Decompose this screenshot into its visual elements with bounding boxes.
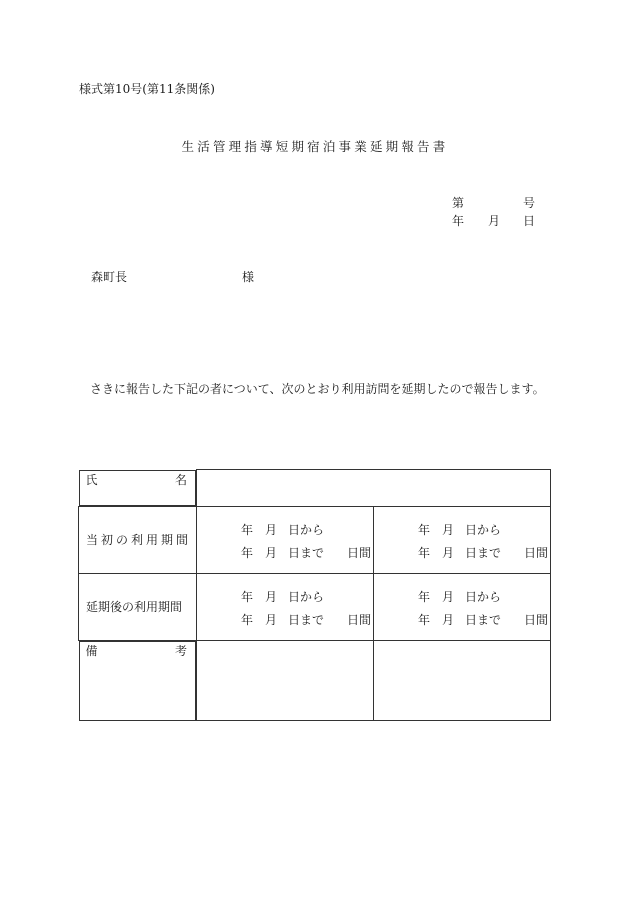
doc-number-label: 第 — [452, 196, 465, 210]
remarks-label-cell — [79, 641, 197, 721]
initial-2-end-day: 日まで — [465, 545, 502, 560]
body-text: さきに報告した下記の者について、次のとおり利用訪問を延期したので報告します。 — [90, 382, 545, 396]
addressee: 森町長 — [91, 270, 128, 284]
extended-1-start-year: 年 — [241, 589, 254, 604]
initial-2-start-day: 日から — [465, 522, 502, 537]
remarks-label-left: 備 — [85, 643, 98, 658]
extended-1-days: 日間 — [347, 612, 372, 627]
initial-period-label: 当初の利用期間 — [79, 506, 197, 573]
initial-1-end-year: 年 — [241, 545, 254, 560]
name-field[interactable] — [197, 470, 551, 507]
remarks-field-2[interactable] — [374, 640, 551, 721]
date-day-label: 日 — [523, 214, 536, 228]
remarks-row — [79, 640, 551, 721]
initial-2-end-month: 月 — [442, 545, 455, 560]
remarks-label-right: 考 — [174, 643, 187, 658]
initial-1-start-month: 月 — [265, 522, 278, 537]
initial-1-end-day: 日まで — [288, 545, 325, 560]
extended-1-end-day: 日まで — [288, 612, 325, 627]
name-label-left: 氏 — [85, 472, 98, 487]
extended-2-start-year: 年 — [418, 589, 431, 604]
extended-1-start-month: 月 — [265, 589, 278, 604]
extended-2-start-month: 月 — [442, 589, 455, 604]
initial-period-cell-1[interactable] — [197, 506, 374, 573]
initial-2-start-year: 年 — [418, 522, 431, 537]
date-year-label: 年 — [452, 214, 465, 228]
initial-1-end-month: 月 — [265, 545, 278, 560]
extended-1-end-year: 年 — [241, 612, 254, 627]
initial-period-cell-2[interactable] — [374, 506, 551, 573]
extended-period-row — [79, 573, 551, 640]
extended-2-end-year: 年 — [418, 612, 431, 627]
name-row — [79, 470, 551, 507]
name-label-right: 名 — [174, 472, 187, 487]
initial-2-start-month: 月 — [442, 522, 455, 537]
extended-2-days: 日間 — [524, 612, 549, 627]
date-month-label: 月 — [488, 214, 501, 228]
initial-1-days: 日間 — [347, 545, 372, 560]
initial-1-start-day: 日から — [288, 522, 325, 537]
document-title: 生活管理指導短期宿泊事業延期報告書 — [181, 139, 449, 154]
extended-1-end-month: 月 — [265, 612, 278, 627]
doc-number-suffix: 号 — [523, 196, 536, 210]
extended-period-cell-2[interactable] — [374, 573, 551, 640]
form-number: 様式第10号(第11条関係) — [79, 82, 215, 96]
name-label-cell — [79, 470, 197, 506]
extended-1-start-day: 日から — [288, 589, 325, 604]
report-table — [78, 469, 551, 721]
initial-1-start-year: 年 — [241, 522, 254, 537]
extended-period-cell-1[interactable] — [197, 573, 374, 640]
remarks-field-1[interactable] — [197, 640, 374, 721]
extended-2-start-day: 日から — [465, 589, 502, 604]
initial-2-end-year: 年 — [418, 545, 431, 560]
initial-period-row — [79, 506, 551, 573]
initial-2-days: 日間 — [524, 545, 549, 560]
extended-2-end-day: 日まで — [465, 612, 502, 627]
extended-period-label: 延期後の利用期間 — [79, 573, 197, 640]
extended-2-end-month: 月 — [442, 612, 455, 627]
honorific: 様 — [242, 270, 255, 284]
